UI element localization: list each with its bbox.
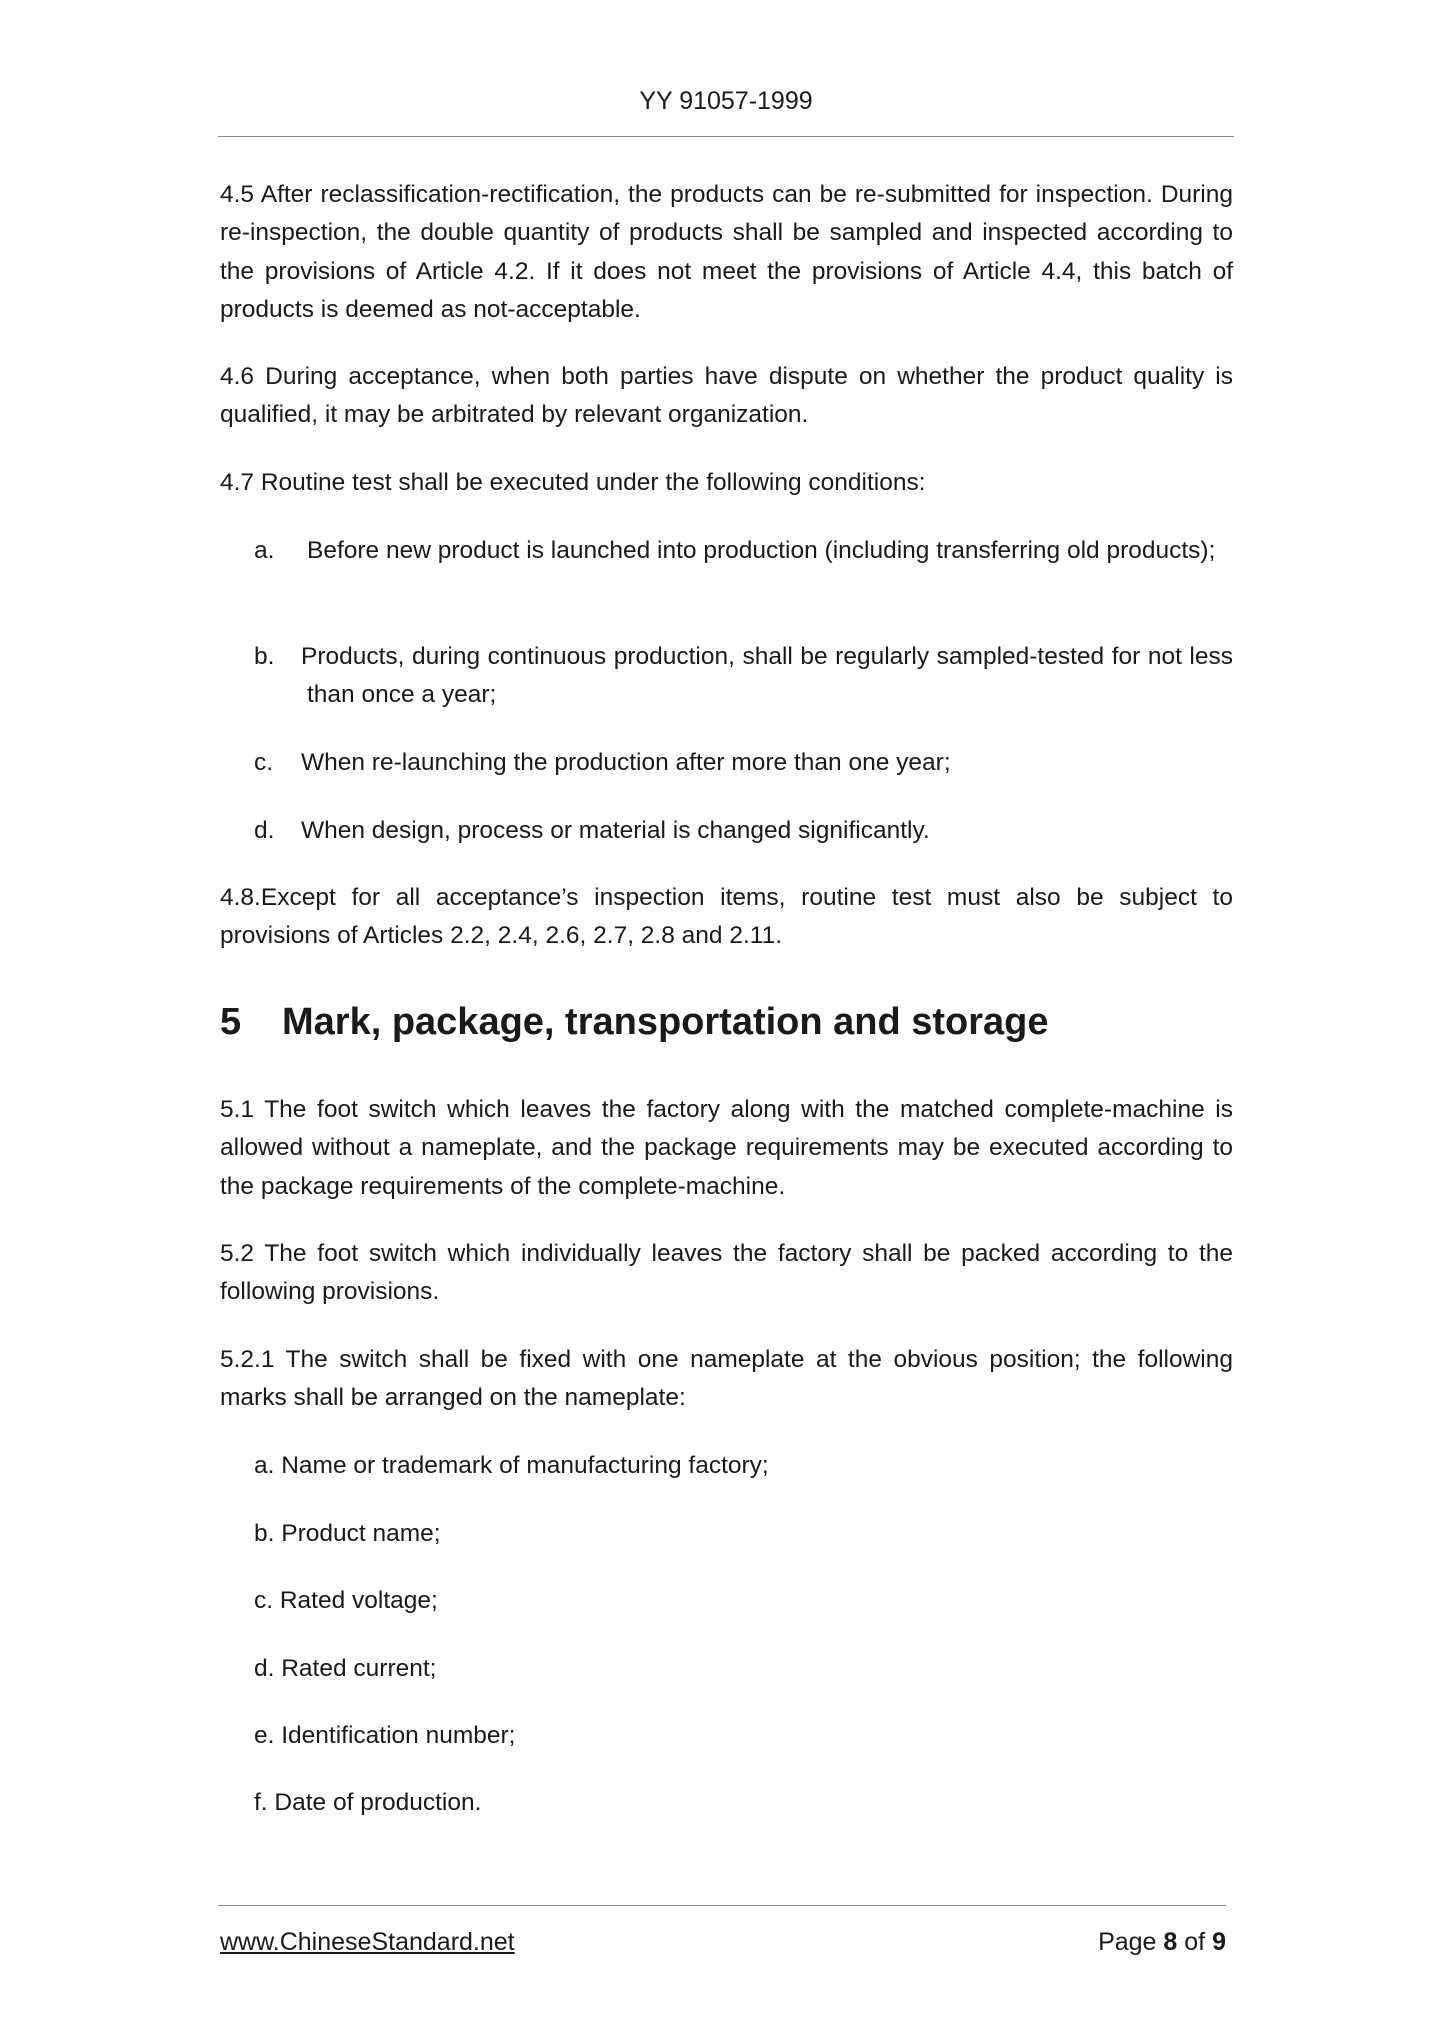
page-prefix: Page [1098, 1928, 1157, 1956]
page-number [1098, 1926, 1226, 1958]
page-total: 9 [1212, 1928, 1226, 1956]
list-item-text: Products, during continuous production, shall be regularly sampled-tested for not less than once a year; [301, 643, 1233, 709]
paragraph-4-8: 4.8.Except for all acceptance’s inspection items, routine test must also be subject to provisions of Articles 2.2, 2.4, 2.6, 2.7, 2.8 and 2.11. [220, 884, 1233, 950]
page-current: 8 [1163, 1928, 1178, 1956]
list-item: b. Product name; [254, 1520, 441, 1547]
header-divider [218, 136, 1234, 137]
paragraph-5-1: 5.1 The foot switch which leaves the factory along with the matched complete-machine is allowed without a nameplate, and the package requirements may be executed according to the package requirements of the complete-machine. [220, 1096, 1233, 1200]
list-item-letter: b. [254, 643, 275, 670]
list-item: a. Name or trademark of manufacturing factory; [254, 1452, 769, 1479]
list-item-letter: c. [254, 749, 274, 776]
list-item-letter: a. [254, 537, 275, 564]
section-heading [220, 998, 1233, 1046]
paragraph-5-2-1: 5.2.1 The switch shall be fixed with one nameplate at the obvious position; the following marks shall be arranged on the nameplate: [220, 1346, 1233, 1412]
footer-website-link[interactable]: www.ChineseStandard.net [220, 1928, 515, 1956]
paragraph-5-2: 5.2 The foot switch which individually leaves the factory shall be packed according to the following provisions. [220, 1240, 1233, 1306]
section-title: Mark, package, transportation and storage [282, 1001, 1049, 1043]
list-item-text: When design, process or material is changed significantly. [301, 817, 930, 844]
list-item-text: When re-launching the production after more than one year; [301, 749, 951, 776]
list-item: f. Date of production. [254, 1789, 482, 1816]
paragraph-4-6: 4.6 During acceptance, when both parties have dispute on whether the product quality is qualified, it may be arbitrated by relevant organization. [220, 363, 1233, 429]
paragraph-4-7: 4.7 Routine test shall be executed under the following conditions: [220, 469, 926, 496]
list-item-text: Before new product is launched into production (including transferring old products); [307, 537, 1216, 564]
list-item-letter: d. [254, 817, 275, 844]
footer-divider [218, 1905, 1226, 1906]
list-item: d. Rated current; [254, 1655, 437, 1682]
paragraph-4-5: 4.5 After reclassification-rectification, the products can be re-submitted for inspection. During re-inspection, the double quantity of products shall be sampled and inspected according to the provisions of Article 4.2. If it does not meet the provisions of Article 4.4, this batch of products is deemed as not-acceptable. [220, 181, 1233, 323]
page-of: of [1184, 1928, 1206, 1956]
header-standard-id: YY 91057-1999 [639, 87, 813, 115]
list-item: c. Rated voltage; [254, 1587, 438, 1614]
section-number: 5 [220, 1001, 242, 1043]
list-item: e. Identification number; [254, 1722, 516, 1749]
